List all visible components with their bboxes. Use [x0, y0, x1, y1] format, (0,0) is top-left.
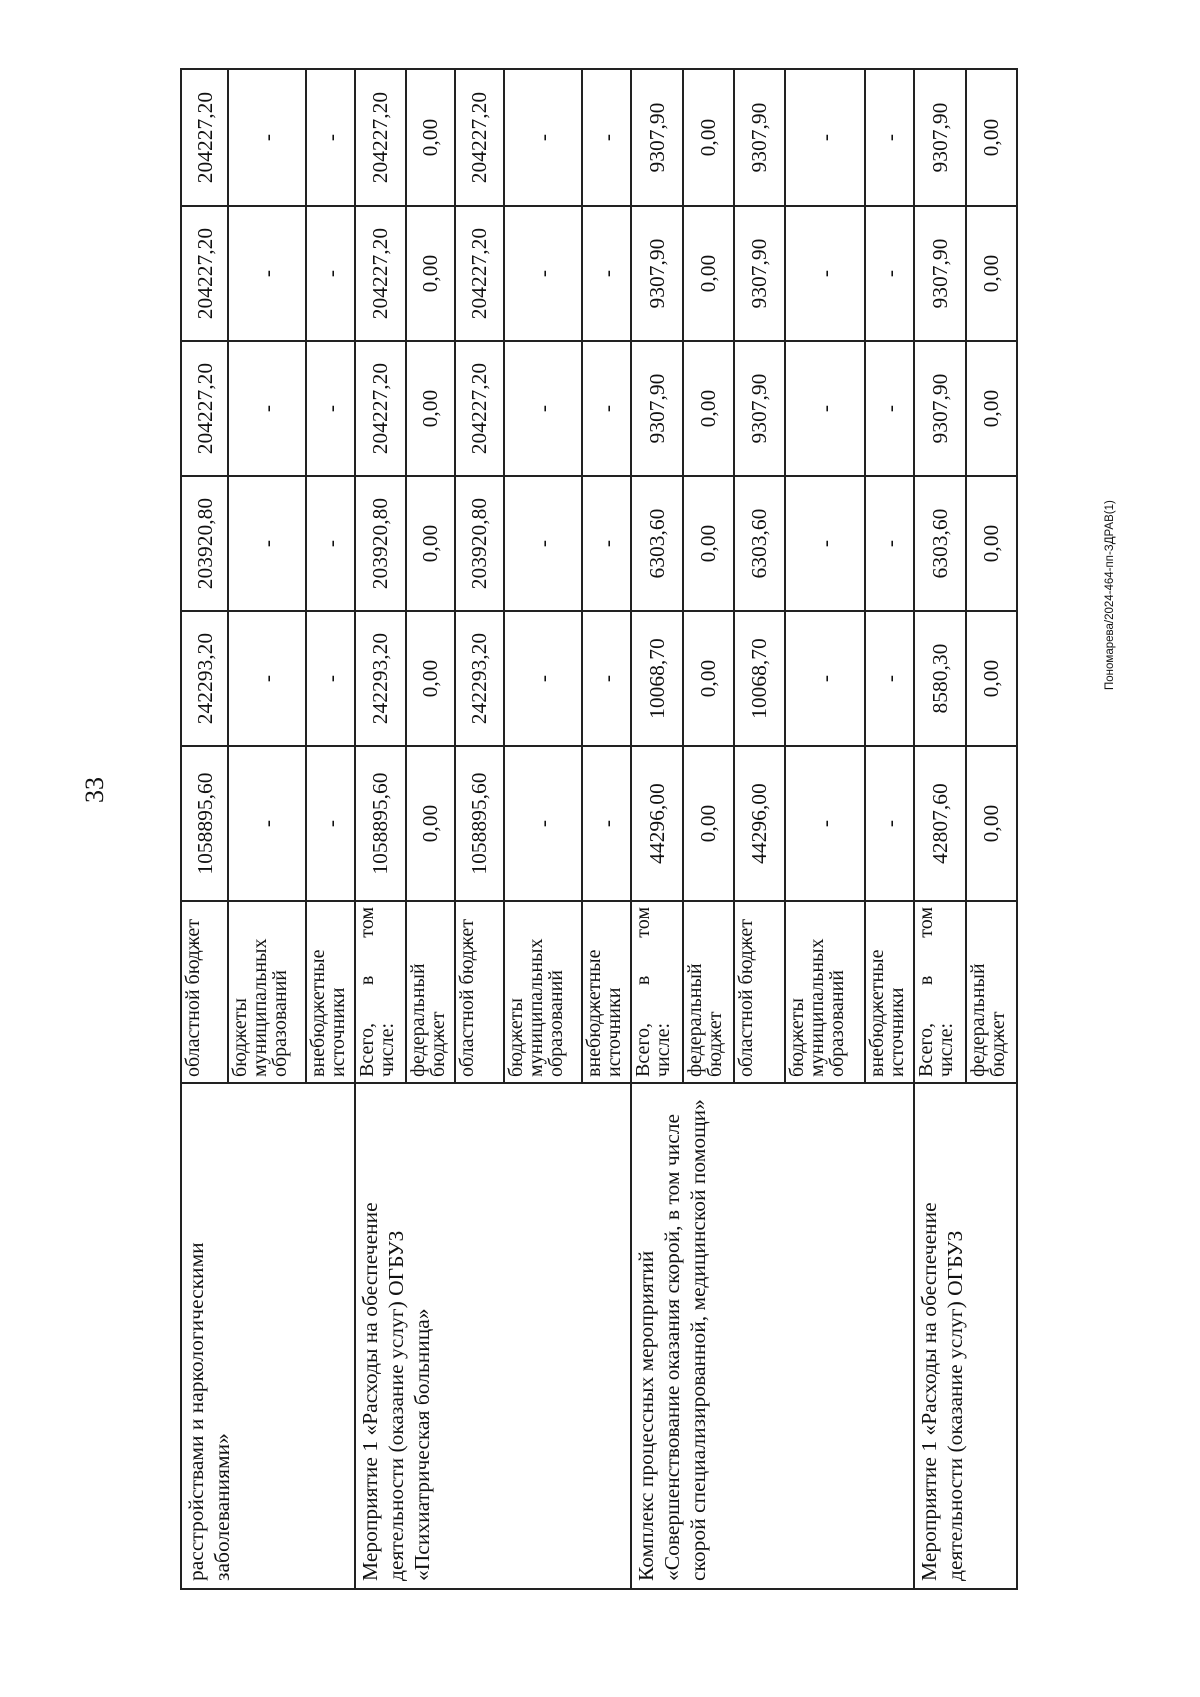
funding-source-word: в	[356, 975, 379, 986]
amount-cell: 6303,60	[734, 476, 785, 611]
activity-name-cell: расстройствами и наркологическими заболеваниями»	[181, 1083, 355, 1589]
amount-cell: -	[504, 341, 582, 476]
amount-cell: -	[504, 206, 582, 341]
amount-cell: -	[582, 206, 631, 341]
amount-cell: 0,00	[683, 611, 734, 746]
amount-cell: 242293,20	[181, 611, 228, 746]
funding-source-cell: федеральный бюджет	[406, 901, 455, 1083]
funding-source-word: Всего,	[915, 1022, 938, 1077]
amount-cell: 1058895,60	[455, 746, 504, 901]
amount-cell: 44296,00	[734, 746, 785, 901]
amount-cell: 6303,60	[631, 476, 682, 611]
amount-cell: 204227,20	[181, 206, 228, 341]
amount-cell: -	[865, 341, 914, 476]
amount-cell: 0,00	[966, 69, 1017, 206]
amount-cell: -	[865, 611, 914, 746]
amount-cell: 0,00	[406, 611, 455, 746]
funding-source-word: Всего,	[632, 1022, 655, 1077]
activity-name-cell: Мероприятие 1 «Расходы на обеспечение деятельности (оказание услуг) ОГБУЗ	[914, 1083, 1017, 1589]
funding-source-cell: внебюджетные источники	[582, 901, 631, 1083]
amount-cell: 0,00	[406, 206, 455, 341]
table-row	[181, 69, 228, 1589]
amount-cell: -	[228, 341, 306, 476]
amount-cell: -	[228, 69, 306, 206]
activity-name-cell: Мероприятие 1 «Расходы на обеспечение деятельности (оказание услуг) ОГБУЗ «Психиатрическая больница»	[355, 1083, 631, 1589]
amount-cell: 0,00	[966, 746, 1017, 901]
funding-source-cell: внебюджетные источники	[865, 901, 914, 1083]
amount-cell: 204227,20	[355, 206, 405, 341]
amount-cell: -	[785, 476, 865, 611]
amount-cell: 9307,90	[631, 206, 682, 341]
funding-source-cell: областной бюджет	[734, 901, 785, 1083]
rotated-table-container	[180, 70, 1018, 1590]
table-row	[914, 69, 965, 1589]
amount-cell: 204227,20	[355, 69, 405, 206]
amount-cell: 203920,80	[181, 476, 228, 611]
amount-cell: 9307,90	[914, 341, 965, 476]
amount-cell: -	[785, 206, 865, 341]
amount-cell: -	[504, 69, 582, 206]
amount-cell: 203920,80	[355, 476, 405, 611]
amount-cell: 0,00	[966, 341, 1017, 476]
amount-cell: -	[504, 476, 582, 611]
amount-cell: 204227,20	[355, 341, 405, 476]
amount-cell: 0,00	[406, 476, 455, 611]
amount-cell: -	[582, 746, 631, 901]
funding-source-total-line	[916, 907, 936, 1077]
amount-cell: 10068,70	[631, 611, 682, 746]
amount-cell: 0,00	[683, 341, 734, 476]
amount-cell: 9307,90	[631, 341, 682, 476]
amount-cell: 204227,20	[181, 341, 228, 476]
amount-cell: 44296,00	[631, 746, 682, 901]
funding-source-total-line	[633, 907, 653, 1077]
funding-source-word: том	[915, 907, 938, 938]
amount-cell: -	[785, 69, 865, 206]
amount-cell: -	[865, 746, 914, 901]
amount-cell: -	[306, 69, 355, 206]
amount-cell: 0,00	[966, 611, 1017, 746]
amount-cell: -	[785, 611, 865, 746]
amount-cell: -	[582, 69, 631, 206]
amount-cell: 8580,30	[914, 611, 965, 746]
funding-source-word: числе:	[935, 1022, 958, 1077]
funding-source-cell: областной бюджет	[455, 901, 504, 1083]
amount-cell: 9307,90	[734, 69, 785, 206]
funding-source-word: Всего,	[356, 1022, 379, 1077]
page-number: 33	[80, 777, 109, 803]
funding-source-word: в	[632, 975, 655, 986]
amount-cell: 0,00	[683, 206, 734, 341]
amount-cell: -	[306, 611, 355, 746]
funding-source-word: числе:	[376, 1022, 399, 1077]
funding-source-cell	[914, 901, 965, 1083]
amount-cell: -	[504, 611, 582, 746]
amount-cell: 242293,20	[355, 611, 405, 746]
amount-cell: -	[785, 341, 865, 476]
amount-cell: -	[582, 611, 631, 746]
amount-cell: 0,00	[406, 69, 455, 206]
amount-cell: 10068,70	[734, 611, 785, 746]
amount-cell: -	[865, 206, 914, 341]
amount-cell: 1058895,60	[181, 746, 228, 901]
funding-source-cell	[355, 901, 405, 1083]
amount-cell: -	[865, 476, 914, 611]
funding-source-cell: бюджеты муниципальных образований	[228, 901, 306, 1083]
amount-cell: 203920,80	[455, 476, 504, 611]
amount-cell: 204227,20	[455, 341, 504, 476]
amount-cell: 0,00	[966, 476, 1017, 611]
amount-cell: 204227,20	[455, 69, 504, 206]
amount-cell: 0,00	[683, 476, 734, 611]
funding-source-cell: бюджеты муниципальных образований	[504, 901, 582, 1083]
amount-cell: -	[504, 746, 582, 901]
funding-source-cell: бюджеты муниципальных образований	[785, 901, 865, 1083]
funding-source-cell: внебюджетные источники	[306, 901, 355, 1083]
amount-cell: 0,00	[683, 746, 734, 901]
amount-cell: -	[306, 341, 355, 476]
activity-name-cell: Комплекс процессных мероприятий «Совершенствование оказания скорой, в том числе скорой специализированной, медицинской помощи»	[631, 1083, 914, 1589]
funding-source-cell: федеральный бюджет	[966, 901, 1017, 1083]
amount-cell: -	[582, 476, 631, 611]
funding-source-cell: федеральный бюджет	[683, 901, 734, 1083]
funding-source-cell	[631, 901, 682, 1083]
amount-cell: -	[306, 206, 355, 341]
funding-source-cell: областной бюджет	[181, 901, 228, 1083]
amount-cell: -	[582, 341, 631, 476]
amount-cell: -	[306, 746, 355, 901]
funding-source-word: том	[632, 907, 655, 938]
funding-source-word: том	[356, 907, 379, 938]
budget-table	[180, 68, 1018, 1590]
amount-cell: 9307,90	[734, 341, 785, 476]
amount-cell: 0,00	[406, 341, 455, 476]
table-row	[355, 69, 405, 1589]
amount-cell: -	[228, 206, 306, 341]
funding-source-word: в	[915, 975, 938, 986]
amount-cell: -	[228, 611, 306, 746]
amount-cell: -	[785, 746, 865, 901]
amount-cell: 242293,20	[455, 611, 504, 746]
amount-cell: -	[865, 69, 914, 206]
table-row	[631, 69, 682, 1589]
funding-source-total-line	[357, 907, 377, 1077]
amount-cell: 9307,90	[914, 69, 965, 206]
amount-cell: 1058895,60	[355, 746, 405, 901]
amount-cell: 9307,90	[734, 206, 785, 341]
funding-source-word: числе:	[652, 1022, 675, 1077]
amount-cell: 42807,60	[914, 746, 965, 901]
amount-cell: -	[228, 476, 306, 611]
amount-cell: 6303,60	[914, 476, 965, 611]
amount-cell: 204227,20	[181, 69, 228, 206]
amount-cell: 0,00	[683, 69, 734, 206]
amount-cell: 9307,90	[914, 206, 965, 341]
amount-cell: 0,00	[966, 206, 1017, 341]
amount-cell: 204227,20	[455, 206, 504, 341]
amount-cell: 0,00	[406, 746, 455, 901]
amount-cell: -	[228, 746, 306, 901]
amount-cell: 9307,90	[631, 69, 682, 206]
document-footer: Пономарева/2024-464-пп-ЗДРАВ(1)	[1104, 500, 1116, 690]
amount-cell: -	[306, 476, 355, 611]
